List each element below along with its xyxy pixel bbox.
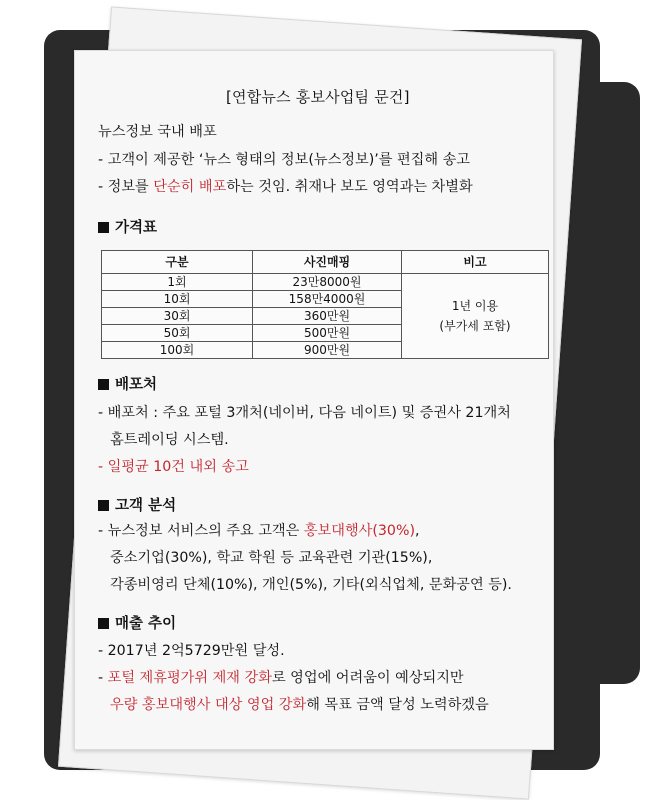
table-cell: 158만4000원 [253, 291, 402, 308]
table-header-cell: 사진매핑 [253, 251, 402, 274]
intro-heading: 뉴스정보 국내 배포 [98, 124, 217, 140]
distribution-heading: 배포처 [98, 375, 157, 395]
highlight-text: 포털 제휴평가위 제재 강화 [107, 670, 272, 686]
customer-heading: 고객 분석 [98, 496, 176, 516]
square-bullet-icon [98, 618, 109, 629]
note-line-1: 1년 이용 [451, 299, 499, 313]
customer-line-2: 중소기업(30%), 학교 학원 등 교육관련 기관(15%), [110, 550, 433, 566]
table-note-cell [402, 274, 549, 359]
table-cell: 30회 [102, 308, 253, 325]
intro-line-1: - 고객이 제공한 ‘뉴스 형태의 정보(뉴스정보)’를 편집해 송고 [98, 152, 470, 168]
intro-line-2: - 정보를 단순히 배포하는 것임. 취재나 보도 영역과는 차별화 [98, 179, 473, 195]
table-cell: 900만원 [253, 342, 402, 359]
table-cell: 100회 [102, 342, 253, 359]
table-header-row [102, 251, 549, 274]
distribution-line-2: 홈트레이딩 시스템. [110, 432, 229, 448]
price-table [101, 250, 549, 359]
distribution-line-3: - 일평균 10건 내외 송고 [98, 459, 249, 475]
table-cell: 23만8000원 [253, 274, 402, 291]
sales-line-1: - 2017년 2억5729만원 달성. [98, 643, 285, 659]
customer-line-3: 각종비영리 단체(10%), 개인(5%), 기타(외식업체, 문화공연 등). [110, 577, 512, 593]
square-bullet-icon [98, 222, 109, 233]
square-bullet-icon [98, 379, 109, 390]
highlight-text: 우량 홍보대행사 대상 영업 강화 [110, 697, 307, 713]
highlight-text: 홍보대행사(30%) [303, 523, 415, 539]
distribution-line-1: - 배포처 : 주요 포털 3개처(네이버, 다음 네이트) 및 증권사 21개처 [98, 405, 511, 421]
table-cell: 360만원 [253, 308, 402, 325]
table-cell: 1회 [102, 274, 253, 291]
sales-heading: 매출 추이 [98, 614, 176, 634]
document-title: [연합뉴스 홍보사업팀 문건] [226, 88, 410, 106]
sales-line-2: - 포털 제휴평가위 제재 강화로 영업에 어려움이 예상되지만 [98, 670, 464, 686]
table-cell: 500만원 [253, 325, 402, 342]
note-line-2: (부가세 포함) [439, 319, 511, 333]
customer-line-1: - 뉴스정보 서비스의 주요 고객은 홍보대행사(30%), [98, 523, 420, 539]
table-cell: 50회 [102, 325, 253, 342]
square-bullet-icon [98, 500, 109, 511]
table-header-cell: 구분 [102, 251, 253, 274]
table-cell: 10회 [102, 291, 253, 308]
highlight-text: 단순히 배포 [153, 179, 227, 195]
table-row [102, 274, 549, 291]
price-heading: 가격표 [98, 218, 157, 238]
sales-line-3: 우량 홍보대행사 대상 영업 강화해 목표 금액 달성 노력하겠음 [110, 697, 489, 713]
table-header-cell: 비고 [402, 251, 549, 274]
